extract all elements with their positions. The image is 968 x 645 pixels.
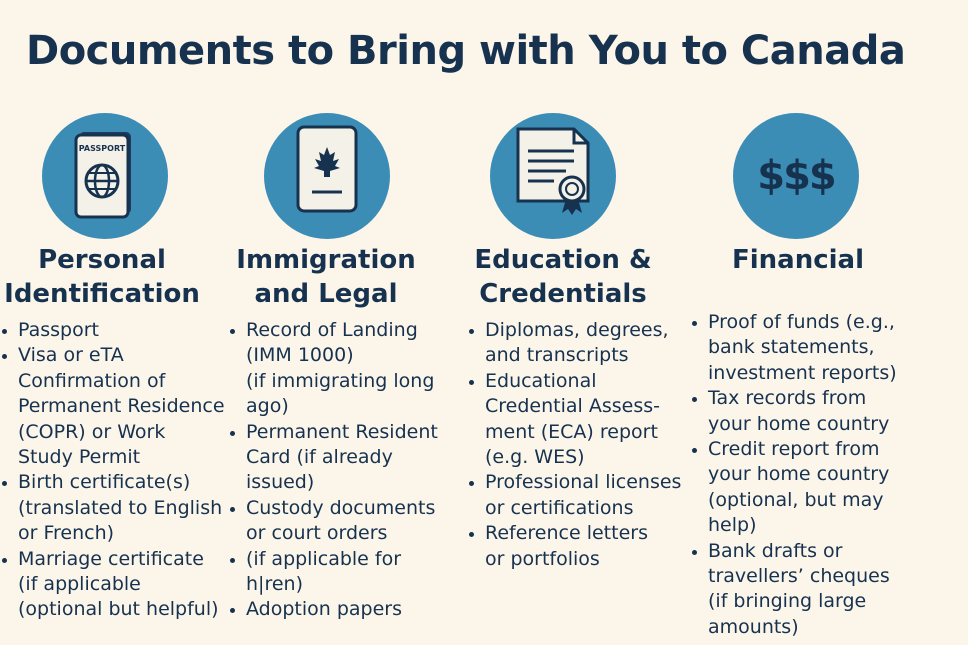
passport-label: PASSPORT	[78, 144, 126, 153]
document-list	[692, 310, 932, 640]
column-heading: Immigration and Legal	[236, 245, 416, 309]
list-item: Custody documents or court orders	[230, 496, 458, 547]
list-item: Tax records from your home country	[692, 386, 932, 437]
list-item: Passport	[2, 318, 230, 343]
maple-leaf-document-icon	[264, 113, 390, 239]
page-title: Documents to Bring with You to Canada	[26, 28, 906, 74]
list-item: Birth certificate(s) (translated to English or French)	[2, 470, 230, 546]
column-heading: Financial	[731, 245, 865, 275]
list-item: Credit report from your home country (optional, but may help)	[692, 437, 932, 539]
list-item: Diplomas, degrees, and transcripts	[469, 318, 697, 369]
column-heading: Education & Credentials	[474, 245, 652, 309]
list-item: Permanent Resident Card (if already issued)	[230, 420, 458, 496]
list-item: Visa or eTA Confirmation of Permanent Residence (COPR) or Work Study Permit	[2, 343, 230, 470]
list-item: Professional licenses or certifications	[469, 470, 697, 521]
passport-icon	[42, 113, 168, 239]
list-item: Proof of funds (e.g., bank statements, investment reports)	[692, 310, 932, 386]
list-item: Adoption papers	[230, 597, 458, 622]
list-item: Bank drafts or travellers’ cheques (if bringing large amounts)	[692, 539, 932, 641]
list-item: Reference letters or portfolios	[469, 521, 697, 572]
document-list	[2, 318, 230, 623]
list-item: Record of Landing (IMM 1000) (if immigrating long ago)	[230, 318, 458, 420]
document-list	[469, 318, 697, 572]
certificate-icon	[490, 113, 616, 239]
dollar-signs-label: $$$	[757, 153, 835, 199]
list-item: (if applicable for h|ren)	[230, 547, 458, 598]
list-item: Educational Credential Assess- ment (ECA) report (e.g. WES)	[469, 369, 697, 471]
document-list	[230, 318, 458, 623]
column-heading: Personal Identification	[4, 245, 200, 309]
list-item: Marriage certificate (if applicable (optional but helpful)	[2, 547, 230, 623]
dollar-signs-icon	[733, 113, 859, 239]
